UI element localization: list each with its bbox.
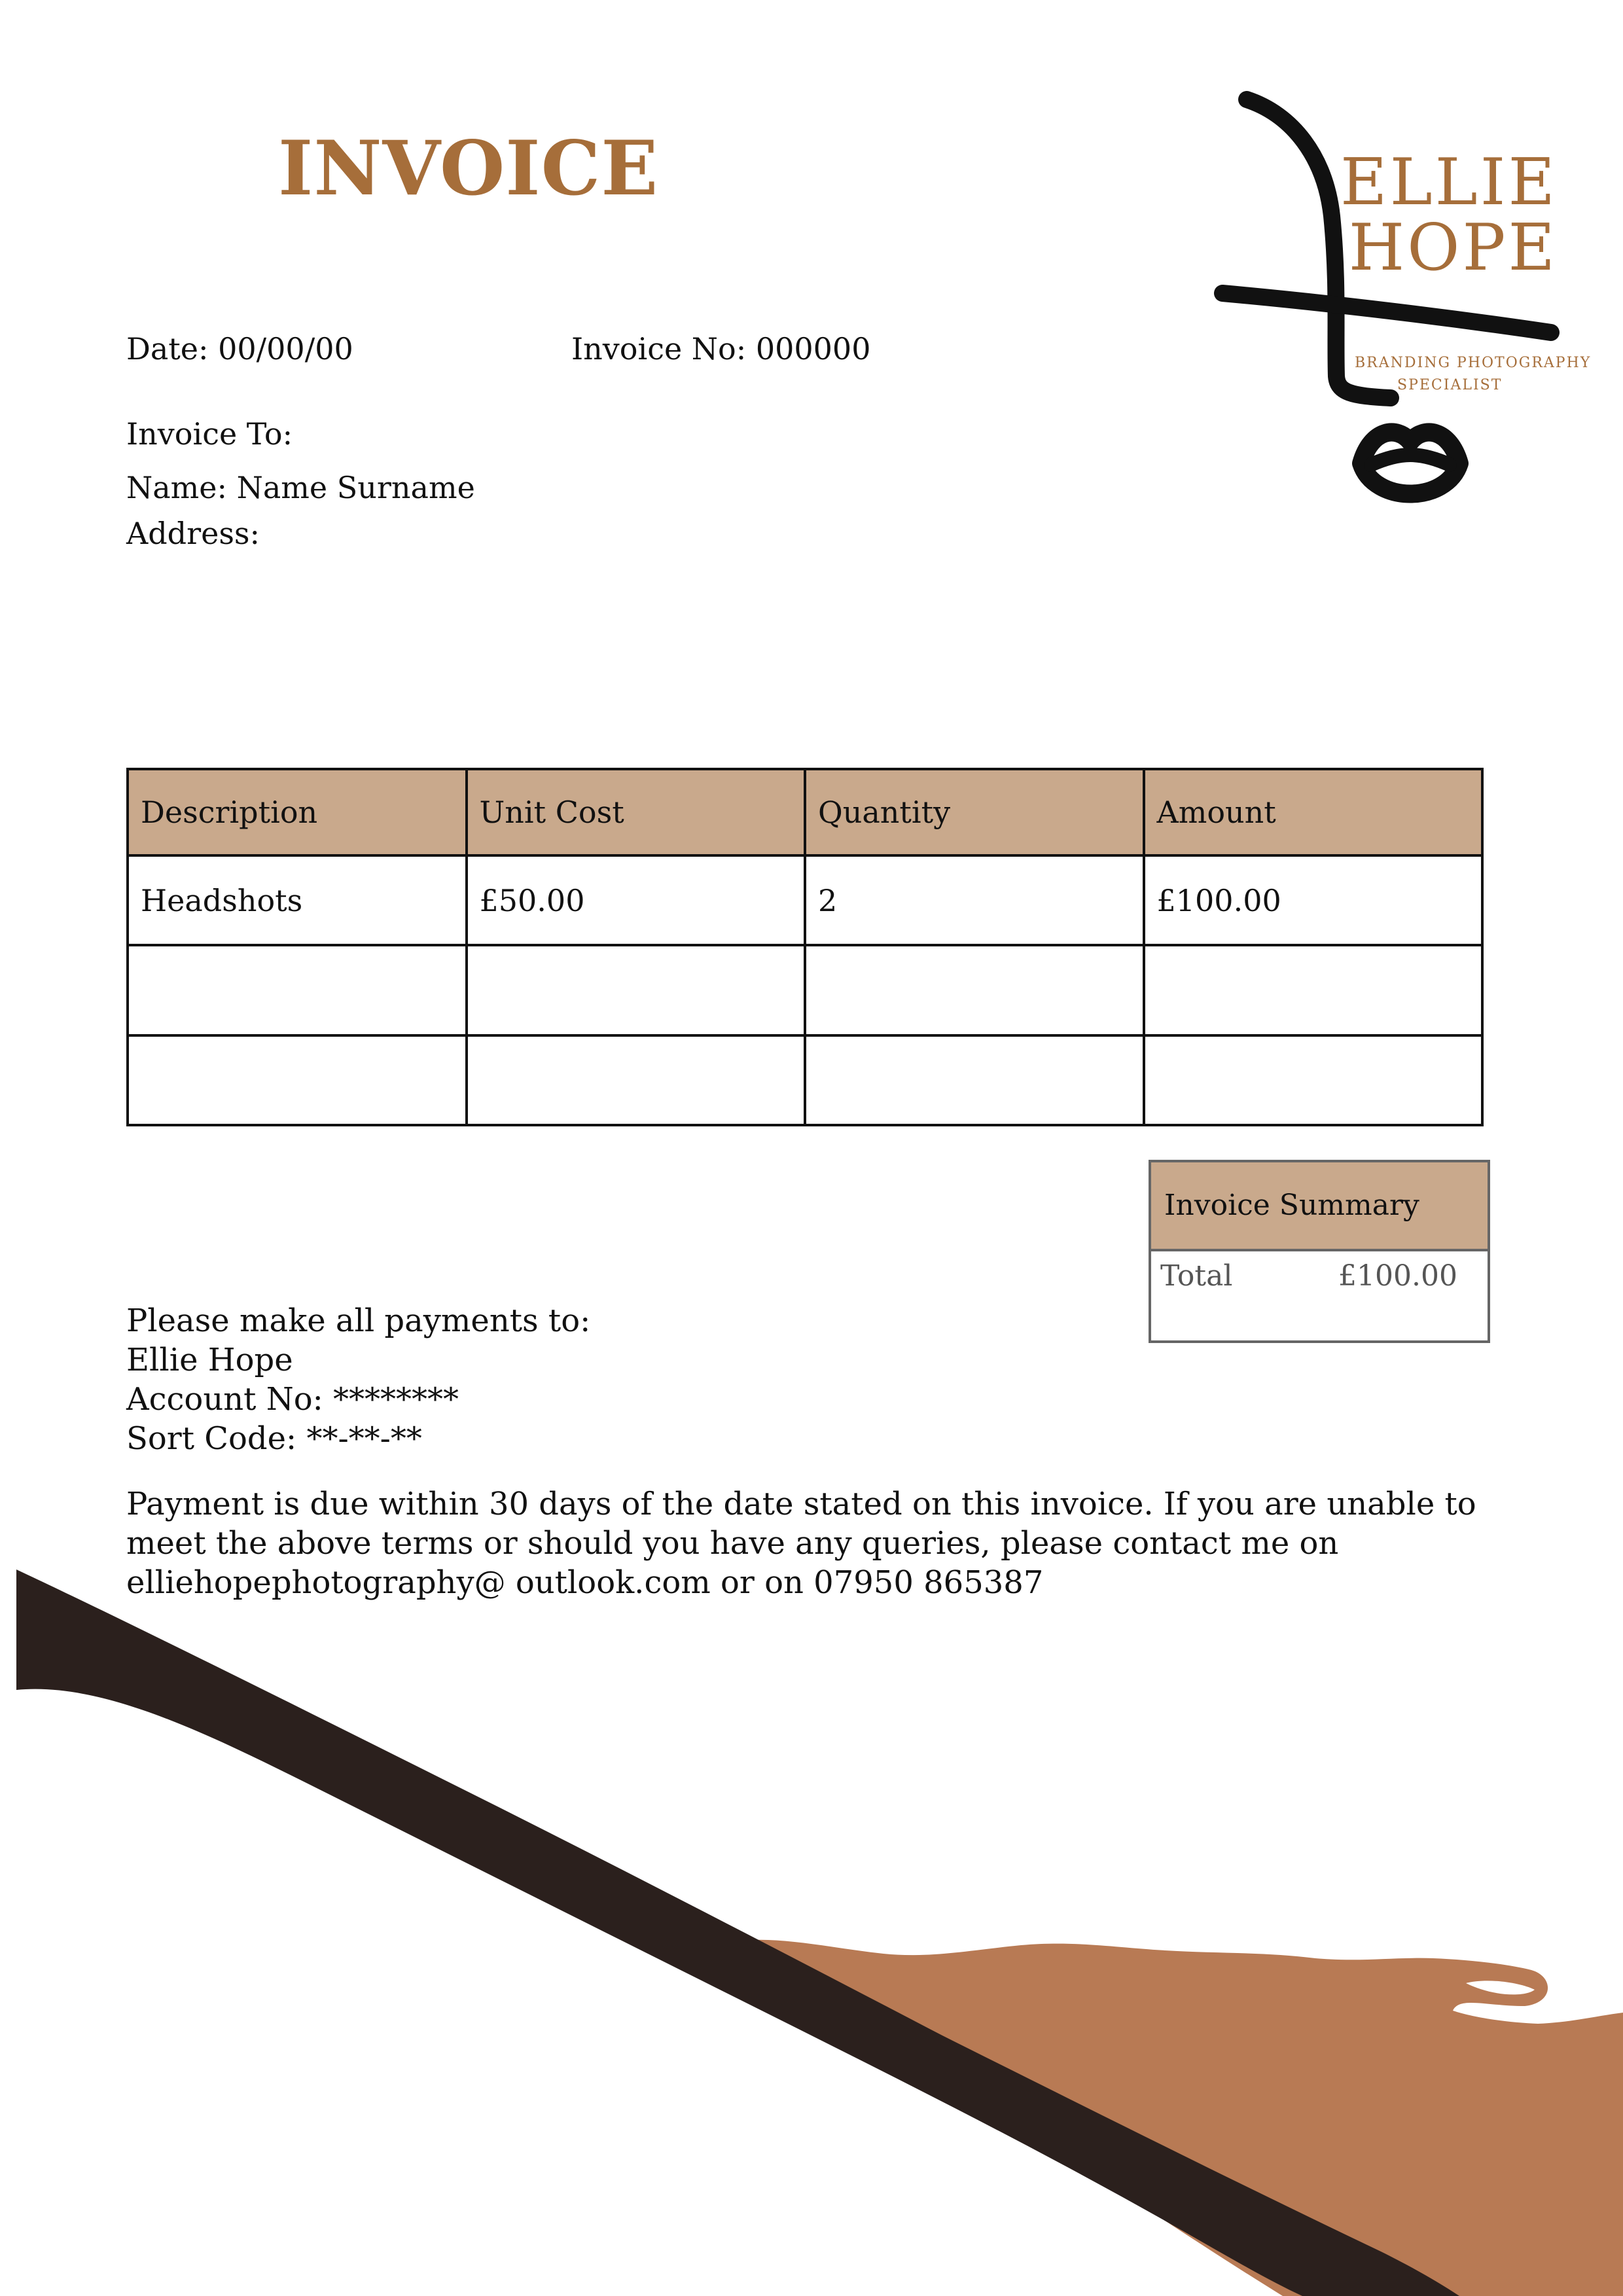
cell-unit-cost: £50.00 [467, 855, 806, 945]
cell-description [128, 1035, 467, 1125]
client-name: Name: Name Surname [126, 470, 475, 505]
column-header-description: Description [128, 769, 467, 855]
cell-description [128, 945, 467, 1035]
summary-total-row [1151, 1251, 1488, 1340]
cell-quantity [805, 1035, 1144, 1125]
invoice-number: Invoice No: 000000 [571, 331, 871, 367]
summary-total-value: £100.00 [1338, 1259, 1457, 1293]
lips-icon [1361, 432, 1459, 493]
invoice-title: INVOICE [278, 124, 659, 212]
summary-total-label: Total [1160, 1259, 1233, 1293]
table-header-row [128, 769, 1482, 855]
cell-unit-cost [467, 1035, 806, 1125]
client-address: Address: [126, 516, 260, 551]
brush-stroke-and-hand-illustration-icon [0, 1558, 1623, 2296]
cell-amount [1144, 1035, 1483, 1125]
cell-amount [1144, 945, 1483, 1035]
payment-sort-code: Sort Code: **-**-** [126, 1420, 422, 1457]
brand-name-line1: ELLIE [1340, 145, 1558, 220]
summary-title: Invoice Summary [1151, 1162, 1488, 1251]
cell-unit-cost [467, 945, 806, 1035]
payment-payee: Ellie Hope [126, 1342, 293, 1378]
payment-details [126, 1301, 590, 1458]
brand-tagline-line1: BRANDING PHOTOGRAPHY [1355, 355, 1592, 371]
brand-name-line2: HOPE [1348, 211, 1558, 285]
cell-description: Headshots [128, 855, 467, 945]
invoice-to-label: Invoice To: [126, 416, 293, 452]
payment-intro: Please make all payments to: [126, 1302, 591, 1339]
invoice-summary [1149, 1160, 1490, 1343]
payment-terms: Payment is due within 30 days of the date stated on this invoice. If you are unable to meet the above terms or should you have any queries, please contact me on elliehopephotography@ outlook.com or on 07950 865387 [126, 1486, 1476, 1601]
dark-brush-stroke [16, 1570, 1459, 2296]
column-header-amount: Amount [1144, 769, 1483, 855]
cell-quantity: 2 [805, 855, 1144, 945]
payment-account-number: Account No: ******** [126, 1381, 459, 1418]
table-row [128, 945, 1482, 1035]
items-table [126, 768, 1484, 1126]
table-row [128, 855, 1482, 945]
cell-quantity [805, 945, 1144, 1035]
table-row [128, 1035, 1482, 1125]
brand-tagline-line2: SPECIALIST [1397, 377, 1503, 393]
invoice-date: Date: 00/00/00 [126, 331, 353, 367]
column-header-quantity: Quantity [805, 769, 1144, 855]
brand-logo [1211, 85, 1592, 543]
cell-amount: £100.00 [1144, 855, 1483, 945]
column-header-unit-cost: Unit Cost [467, 769, 806, 855]
